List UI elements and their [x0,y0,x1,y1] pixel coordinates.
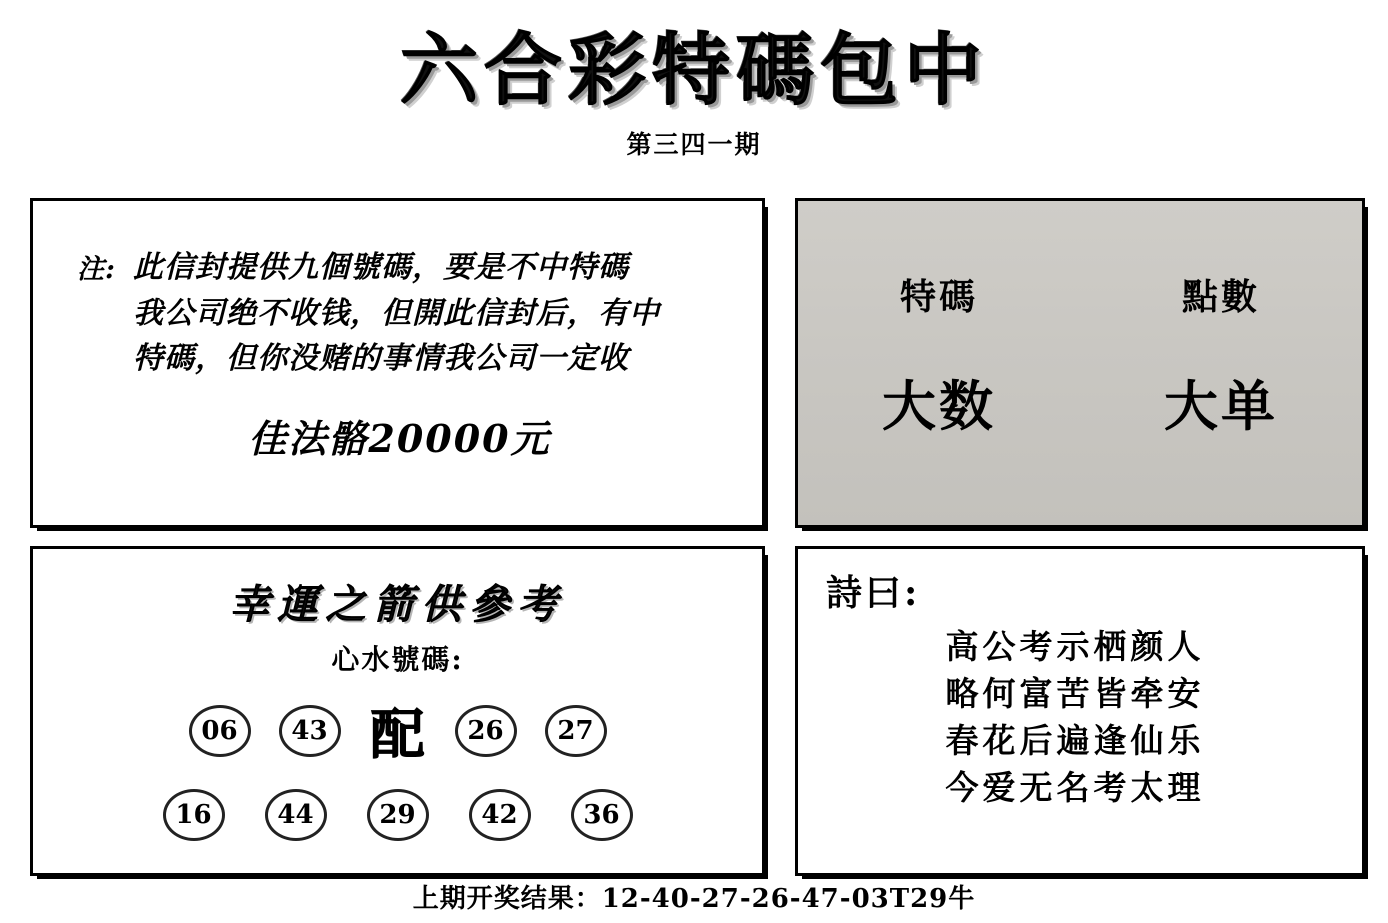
poem-line: 今爱无名考太理 [945,767,1205,807]
poem-lines [798,624,1362,811]
note-content [33,201,762,525]
special-value-code: 大数 [882,374,996,438]
lucky-ball: 36 [571,789,633,841]
lucky-ball: 44 [265,789,327,841]
poem-line: 高公考示栖颜人 [945,627,1205,666]
lucky-ball: 06 [189,705,251,757]
lucky-number-row-1 [33,692,762,769]
previous-draw-result: 上期开奖结果：12-40-27-26-47-03T29牛 [412,884,976,914]
lucky-ball: 29 [367,789,429,841]
note-amount: 佳法骼20000元 [248,415,551,461]
pei-character: 配 [370,702,425,766]
note-line: 此信封提供九個號碼，要是不中特碼 [133,250,629,285]
poem-heading: 詩曰: [826,572,921,614]
lucky-numbers-box [30,546,765,876]
note-line: 我公司绝不收钱，但開此信封后，有中 [133,295,660,331]
issue-number: 第三四一期 [626,130,762,159]
lucky-number-row-2 [33,789,762,841]
lucky-subtitle: 心水號碼: [331,643,464,676]
note-label: 注: [77,254,116,285]
poem-box [795,546,1365,876]
lucky-title: 幸運之箭供參考 [229,581,566,628]
page-title: 六合彩特碼包中 [399,25,988,116]
lucky-ball: 43 [279,705,341,757]
lucky-ball: 27 [545,705,607,757]
note-box [30,198,765,528]
special-value-points: 大单 [1164,374,1278,438]
lucky-ball: 26 [455,705,517,757]
note-line: 特碼，但你没赌的事情我公司一定收 [133,341,629,377]
special-header-code: 特碼 [899,276,978,318]
lucky-ball: 42 [469,789,531,841]
poem-line: 春花后遍逢仙乐 [945,720,1205,760]
note-lines [133,245,744,382]
special-header-points: 點數 [1181,276,1260,318]
special-values [798,320,1362,441]
special-headers [798,201,1362,320]
lucky-ball: 16 [163,789,225,841]
special-code-box [795,198,1365,528]
poem-line: 略何富苦皆牵安 [945,673,1205,713]
